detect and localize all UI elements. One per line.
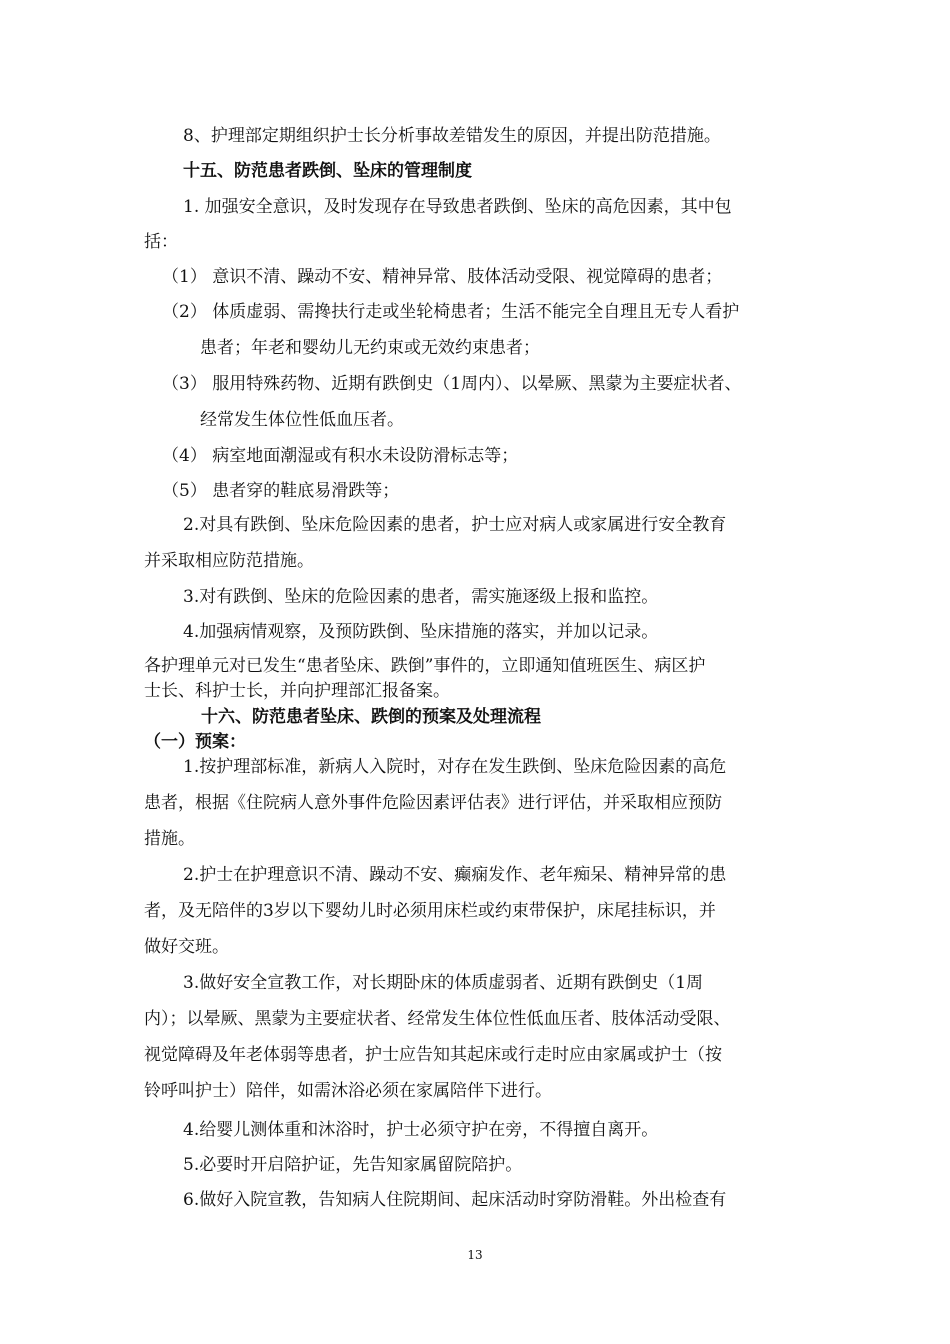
text-line: 5.必要时开启陪护证，先告知家属留院陪护。 [183, 1155, 523, 1175]
list-item: （1） 意识不清、躁动不安、精神异常、肢体活动受限、视觉障碍的患者； [162, 267, 723, 287]
text-line: 者，及无陪伴的3岁以下婴幼儿时必须用床栏或约束带保护，床尾挂标识，并 [144, 901, 716, 921]
text-line: 各护理单元对已发生“患者坠床、跌倒”事件的，立即通知值班医生、病区护 [144, 656, 706, 676]
text-line: 内）；以晕厥、黑蒙为主要症状者、经常发生体位性低血压者、肢体活动受限、 [144, 1009, 731, 1029]
text-line: 士长、科护士长，并向护理部汇报备案。 [144, 681, 450, 701]
text-line: 措施。 [144, 829, 195, 849]
subsection-heading: （一）预案： [144, 732, 246, 752]
text-line: 括： [144, 232, 178, 252]
text-line: 4.给婴儿测体重和沐浴时，护士必须守护在旁，不得擅自离开。 [183, 1120, 659, 1140]
text-line: 2.护士在护理意识不清、躁动不安、癫痫发作、老年痴呆、精神异常的患 [183, 865, 727, 885]
text-line: 经常发生体位性低血压者。 [200, 410, 404, 430]
section-heading: 十六、防范患者坠床、跌倒的预案及处理流程 [201, 707, 541, 727]
list-item: （5） 患者穿的鞋底易滑跌等； [162, 481, 400, 501]
text-line: 视觉障碍及年老体弱等患者，护士应告知其起床或行走时应由家属或护士（按 [144, 1045, 722, 1065]
text-line: 做好交班。 [144, 937, 229, 957]
text-line: 3.做好安全宣教工作，对长期卧床的体质虚弱者、近期有跌倒史（1周 [183, 973, 704, 993]
text-line: 1. 加强安全意识，及时发现存在导致患者跌倒、坠床的高危因素，其中包 [183, 197, 732, 217]
list-item: （3） 服用特殊药物、近期有跌倒史（1周内）、以晕厥、黑蒙为主要症状者、 [162, 374, 742, 394]
text-line: 2.对具有跌倒、坠床危险因素的患者，护士应对病人或家属进行安全教育 [183, 515, 727, 535]
text-line: 6.做好入院宣教，告知病人住院期间、起床活动时穿防滑鞋。外出检查有 [183, 1190, 727, 1210]
text-line: 患者；年老和婴幼儿无约束或无效约束患者； [200, 338, 540, 358]
text-line: 4.加强病情观察，及预防跌倒、坠床措施的落实，并加以记录。 [183, 622, 659, 642]
text-line: 1.按护理部标准，新病人入院时，对存在发生跌倒、坠床危险因素的高危 [183, 757, 727, 777]
list-item: （2） 体质虚弱、需搀扶行走或坐轮椅患者；生活不能完全自理且无专人看护 [162, 302, 740, 322]
text-line: 8、护理部定期组织护士长分析事故差错发生的原因，并提出防范措施。 [183, 126, 721, 146]
text-line: 患者，根据《住院病人意外事件危险因素评估表》进行评估，并采取相应预防 [144, 793, 722, 813]
page-number: 13 [467, 1248, 483, 1262]
list-item: （4） 病室地面潮湿或有积水未设防滑标志等； [162, 446, 519, 466]
text-line: 3.对有跌倒、坠床的危险因素的患者，需实施逐级上报和监控。 [183, 587, 659, 607]
text-line: 并采取相应防范措施。 [144, 551, 314, 571]
text-line: 铃呼叫护士）陪伴，如需沐浴必须在家属陪伴下进行。 [144, 1081, 552, 1101]
section-heading: 十五、防范患者跌倒、坠床的管理制度 [183, 161, 472, 181]
